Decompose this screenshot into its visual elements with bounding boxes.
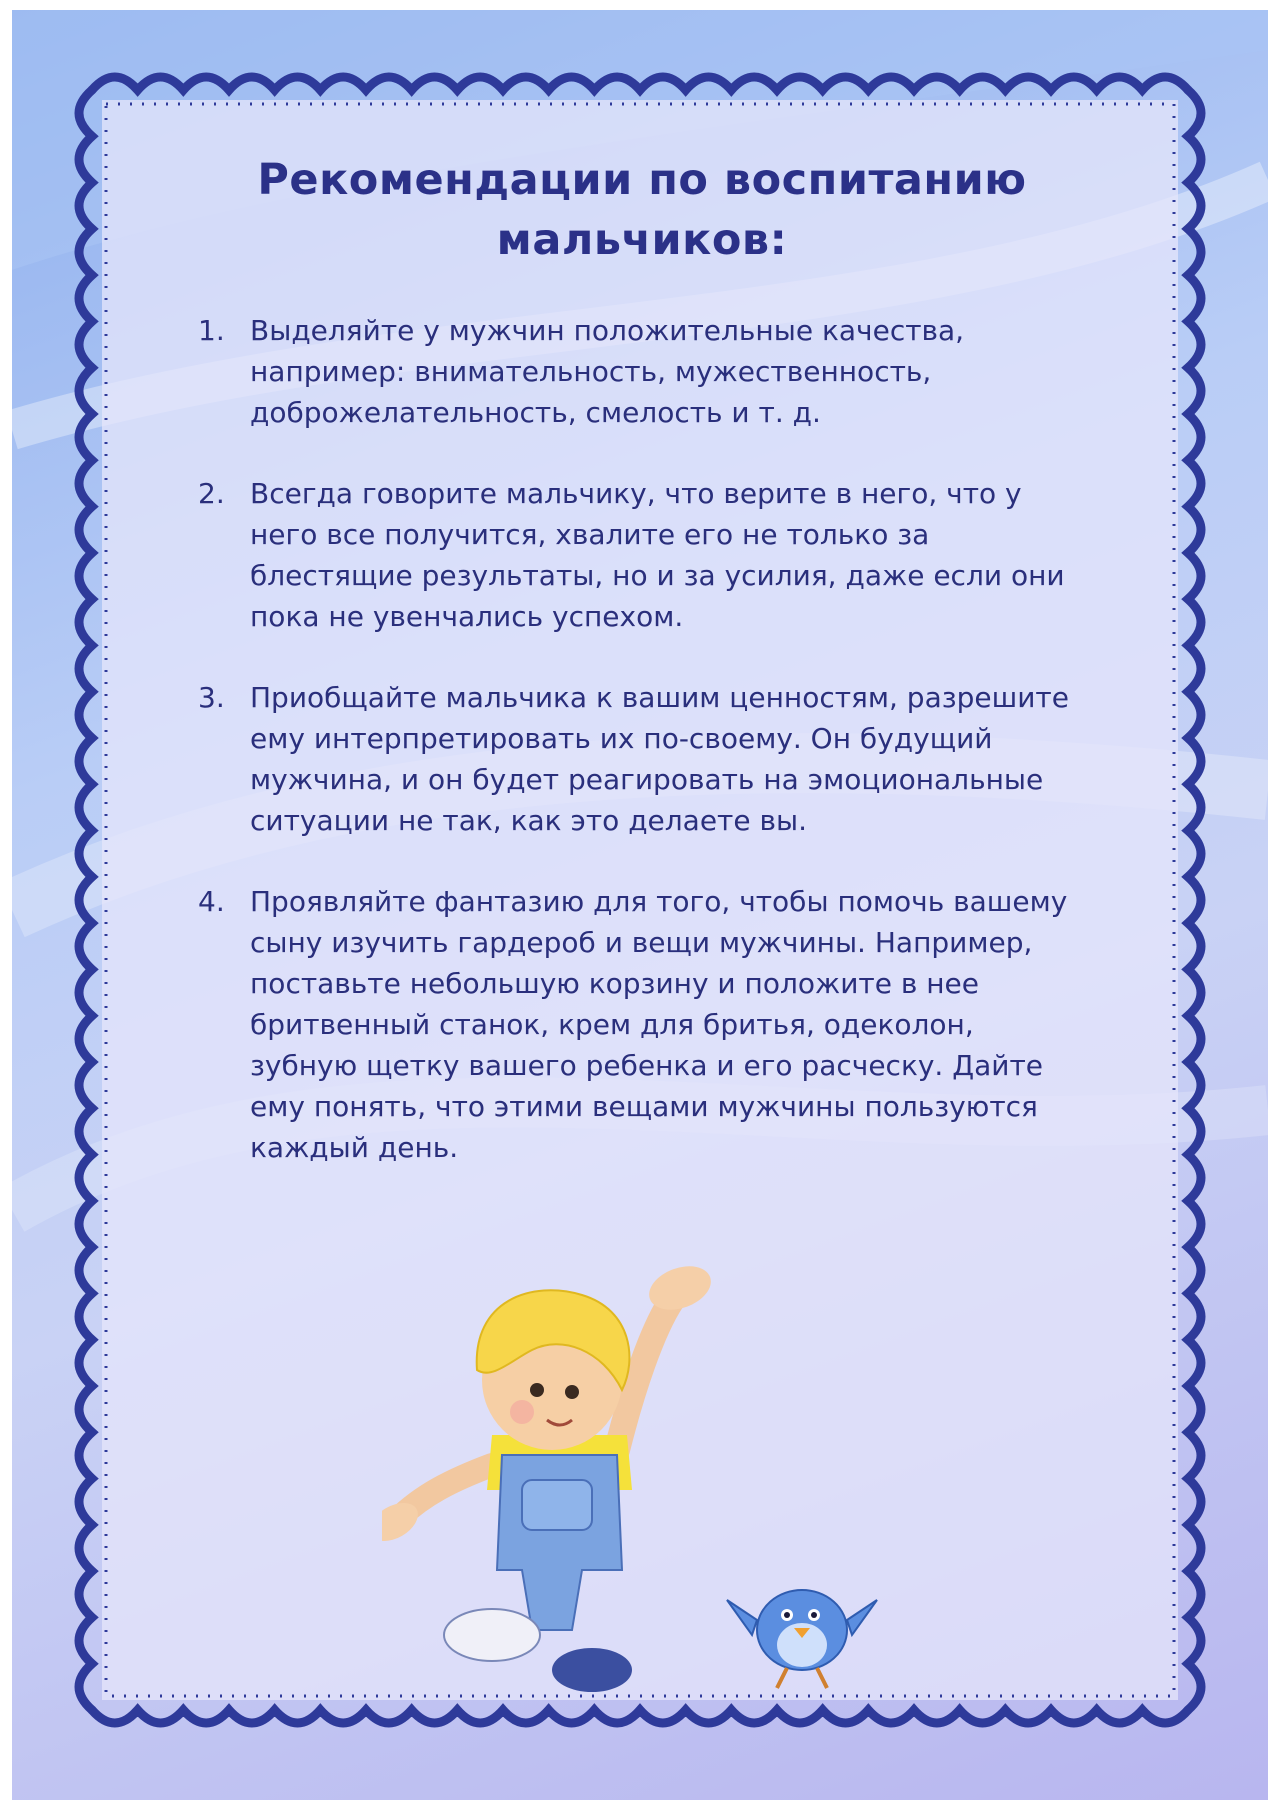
page-title: Рекомендации по воспитанию мальчиков: xyxy=(257,155,1027,265)
item-number: 3. xyxy=(198,681,225,714)
item-text: Приобщайте мальчика к вашим ценностям, разрешите ему интерпретировать их по-своему. Он будущий мужчина, и он будет реагировать на эмоциональные ситуации не так, как это делаете вы. xyxy=(250,681,1069,837)
item-number: 4. xyxy=(198,885,225,918)
list-item xyxy=(172,310,1112,433)
content-area xyxy=(172,150,1112,1208)
list-item xyxy=(172,677,1112,841)
item-text: Проявляйте фантазию для того, чтобы помочь вашему сыну изучить гардероб и вещи мужчины. Например, поставьте небольшую корзину и положите в нее бритвенный станок, крем для бритья, одеколон, зубную щетку вашего ребенка и его расческу. Дайте ему понять, что этими вещами мужчины пользуются каждый день. xyxy=(250,885,1068,1164)
list-item xyxy=(172,881,1112,1168)
list-item xyxy=(172,473,1112,637)
boy-cartoon xyxy=(382,1258,717,1692)
item-number: 1. xyxy=(198,314,225,347)
item-number: 2. xyxy=(198,477,225,510)
bluebird-cartoon xyxy=(727,1590,877,1688)
item-text: Выделяйте у мужчин положительные качества, например: внимательность, мужественность, доброжелательность, смелость и т. д. xyxy=(250,314,965,429)
item-text: Всегда говорите мальчику, что верите в него, что у него все получится, хвалите его не только за блестящие результаты, но и за усилия, даже если они пока не увенчались успехом. xyxy=(250,477,1065,633)
poster-background xyxy=(12,10,1268,1800)
boy-and-bird-illustration xyxy=(382,1240,922,1720)
